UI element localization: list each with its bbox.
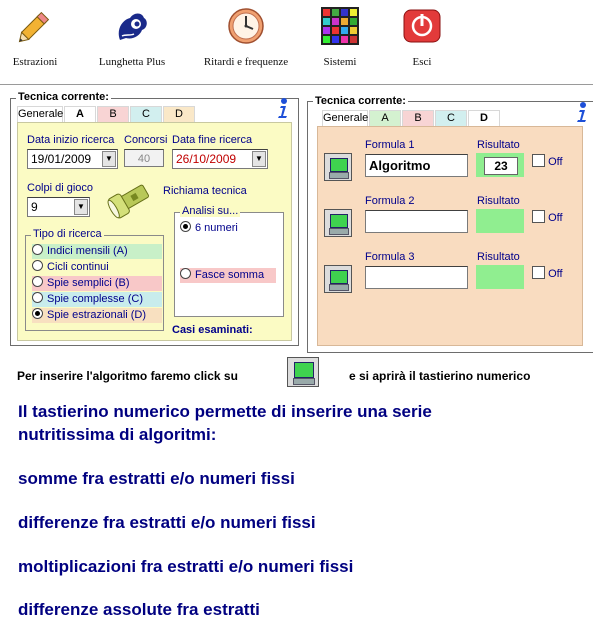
sistemi-label: Sistemi xyxy=(323,56,357,68)
chevron-down-icon[interactable]: ▼ xyxy=(252,151,266,167)
keypad-button[interactable] xyxy=(324,153,352,181)
right-panel-title: Tecnica corrente: xyxy=(315,95,406,107)
option-spie-complesse[interactable] xyxy=(32,292,162,307)
option-cicli-continui[interactable] xyxy=(32,260,162,275)
option-spie-semplici[interactable] xyxy=(32,276,162,291)
risultato-label: Risultato xyxy=(477,195,520,207)
risultato-field xyxy=(476,265,524,289)
description-line-2: nutritissima di algoritmi: xyxy=(18,425,217,444)
checkbox-icon[interactable] xyxy=(532,210,545,223)
toolbar-divider xyxy=(0,84,593,85)
risultato-field xyxy=(476,209,524,233)
tipo-ricerca-title: Tipo di ricerca xyxy=(33,228,102,240)
tab-c[interactable]: C xyxy=(130,106,162,122)
data-inizio-label: Data inizio ricerca xyxy=(27,134,115,146)
info-icon[interactable] xyxy=(275,97,291,119)
concorsi-value: 40 xyxy=(137,153,151,165)
keypad-keys xyxy=(329,228,349,235)
power-icon xyxy=(402,6,442,46)
lottery-hand-icon xyxy=(112,6,152,46)
option-label: Fasce somma xyxy=(195,269,265,281)
keypad-keys xyxy=(329,172,349,179)
radio-icon[interactable] xyxy=(32,260,43,271)
tab-c[interactable]: C xyxy=(435,110,467,126)
option-spie-estrazionali[interactable] xyxy=(32,308,162,323)
lunghetta-label: Lunghetta Plus xyxy=(98,56,166,68)
esci-label: Esci xyxy=(412,56,432,68)
keypad-icon xyxy=(294,362,314,378)
off-toggle[interactable] xyxy=(532,210,563,224)
risultato-label: Risultato xyxy=(477,139,520,151)
data-fine-label: Data fine ricerca xyxy=(172,134,253,146)
instruction-before: Per inserire l'algoritmo faremo click su xyxy=(17,369,238,383)
risultato-field xyxy=(476,153,524,177)
option-label: Spie complesse (C) xyxy=(47,293,143,305)
lunghetta-tool[interactable] xyxy=(84,0,180,80)
concorsi-field xyxy=(124,149,164,167)
grid-icon xyxy=(320,6,360,46)
ritardi-label: Ritardi e frequenze xyxy=(203,56,289,68)
left-panel-title: Tecnica corrente: xyxy=(18,91,109,103)
description-line-6: differenze assolute fra estratti xyxy=(18,600,260,619)
radio-icon[interactable] xyxy=(32,276,43,287)
formula-label: Formula 2 xyxy=(365,195,415,207)
flashlight-icon[interactable] xyxy=(106,178,156,220)
keypad-icon xyxy=(330,270,348,284)
option-label: Spie semplici (B) xyxy=(47,277,130,289)
tab-d[interactable]: D xyxy=(468,110,500,126)
off-label: Off xyxy=(548,156,563,168)
keypad-keys xyxy=(293,378,315,385)
tipo-ricerca-group xyxy=(25,235,164,331)
risultato-label: Risultato xyxy=(477,251,520,263)
sistemi-tool[interactable] xyxy=(310,0,370,80)
left-tab-strip xyxy=(17,106,196,122)
option-label: 6 numeri xyxy=(195,222,238,234)
data-inizio-field[interactable] xyxy=(27,149,118,169)
data-fine-field[interactable] xyxy=(172,149,268,169)
tab-b[interactable]: B xyxy=(402,110,434,126)
keypad-keys xyxy=(329,284,349,291)
keypad-button[interactable] xyxy=(324,265,352,293)
concorsi-label: Concorsi xyxy=(124,134,168,146)
data-fine-value: 26/10/2009 xyxy=(176,152,237,166)
esci-tool[interactable] xyxy=(396,0,448,80)
description-line-4: differenze fra estratti e/o numeri fissi xyxy=(18,513,316,532)
info-icon[interactable] xyxy=(574,101,590,123)
tab-b[interactable]: B xyxy=(97,106,129,122)
formula-input[interactable] xyxy=(365,210,468,233)
pencil-icon xyxy=(15,6,55,46)
checkbox-icon[interactable] xyxy=(532,266,545,279)
right-tab-strip xyxy=(322,110,501,126)
colpi-label: Colpi di gioco xyxy=(27,182,94,194)
formula-input[interactable] xyxy=(365,154,468,177)
instruction-after: e si aprirà il tastierino numerico xyxy=(349,369,531,383)
analisi-title: Analisi su... xyxy=(182,205,239,217)
keypad-icon xyxy=(330,158,348,172)
off-toggle[interactable] xyxy=(532,154,563,168)
option-label: Indici mensili (A) xyxy=(47,245,128,257)
keypad-icon xyxy=(330,214,348,228)
formula-label: Formula 3 xyxy=(365,251,415,263)
colpi-value: 9 xyxy=(31,200,38,214)
formula-input[interactable] xyxy=(365,266,468,289)
tab-d[interactable]: D xyxy=(163,106,195,122)
data-inizio-value: 19/01/2009 xyxy=(31,152,92,166)
off-label: Off xyxy=(548,212,563,224)
radio-selected-icon[interactable] xyxy=(32,308,43,319)
description-line-1: Il tastierino numerico permette di inserire una serie xyxy=(18,402,432,421)
risultato-value: 23 xyxy=(484,157,518,175)
radio-icon[interactable] xyxy=(32,244,43,255)
estrazioni-tool[interactable] xyxy=(0,0,70,80)
radio-icon[interactable] xyxy=(32,292,43,303)
off-label: Off xyxy=(548,268,563,280)
option-label: Spie estrazionali (D) xyxy=(47,309,147,321)
option-6-numeri[interactable] xyxy=(180,221,276,236)
checkbox-icon[interactable] xyxy=(532,154,545,167)
formula-label: Formula 1 xyxy=(365,139,415,151)
chevron-down-icon[interactable]: ▼ xyxy=(102,151,116,167)
description-line-5: moltiplicazioni fra estratti e/o numeri fissi xyxy=(18,557,354,576)
tab-a[interactable]: A xyxy=(64,106,96,122)
richiama-tecnica-label[interactable]: Richiama tecnica xyxy=(163,185,247,197)
casi-esaminati-label: Casi esaminati: xyxy=(172,324,253,336)
tab-generale[interactable]: Generale xyxy=(323,112,369,124)
tab-generale[interactable]: Generale xyxy=(18,108,64,120)
option-label: Cicli continui xyxy=(47,261,109,273)
radio-selected-icon[interactable] xyxy=(180,221,191,232)
description-line-3: somme fra estratti e/o numeri fissi xyxy=(18,469,295,488)
option-indici-mensili[interactable] xyxy=(32,244,162,259)
radio-icon[interactable] xyxy=(180,268,191,279)
colpi-field[interactable] xyxy=(27,197,90,217)
formula-value: Algoritmo xyxy=(369,158,431,173)
tab-a[interactable]: A xyxy=(369,110,401,126)
clock-icon xyxy=(226,6,266,46)
chevron-down-icon[interactable]: ▼ xyxy=(74,199,88,215)
keypad-button[interactable] xyxy=(324,209,352,237)
keypad-button-example xyxy=(287,357,319,387)
option-fasce-somma[interactable] xyxy=(180,268,276,283)
off-toggle[interactable] xyxy=(532,266,563,280)
estrazioni-label: Estrazioni xyxy=(12,56,58,68)
ritardi-tool[interactable] xyxy=(186,0,306,80)
